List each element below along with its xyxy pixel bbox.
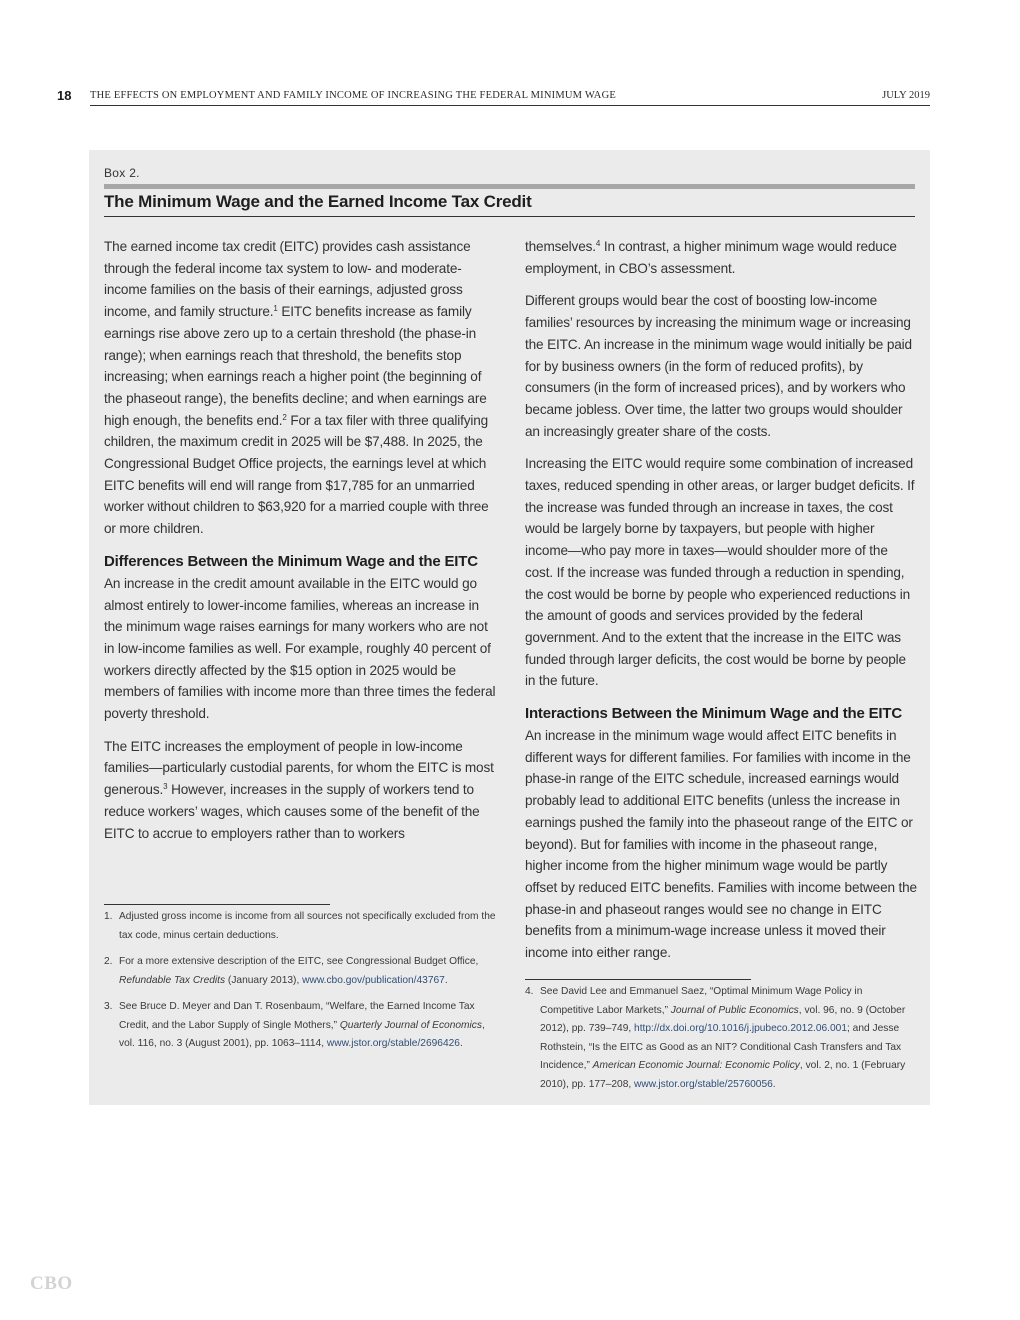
paragraph-cost-groups: Different groups would bear the cost of boosting low-income families’ resources by increasing the minimum wage or increasing the EITC. An increase in the minimum wage would initially be paid for by business owners (in the form of reduced profits), by consumers (in the form of increased prices), and by workers who became jobless. Over time, the latter two groups would shoulder an increasingly greater share of the costs. bbox=[525, 293, 912, 439]
footnote-text: Adjusted gross income is income from all sources not specifically excluded from the tax code, minus certain deductions. bbox=[119, 911, 496, 941]
section-heading-interactions: Interactions Between the Minimum Wage and the EITC bbox=[525, 705, 902, 723]
footnote-text bbox=[540, 983, 917, 1094]
text-run: See Bruce D. Meyer and Dan T. Rosenbaum, “Welfare, the Earned Income Tax Credit, and the Labor Supply of Single Mothers,” bbox=[119, 1001, 475, 1031]
text-run: ; and Jesse Rothstein, “Is the EITC as Good as an NIT? Conditional Cash Transfers and Tax Incidence,” bbox=[540, 1023, 902, 1071]
paragraph-differences: An increase in the credit amount available in the EITC would go almost entirely to lower-income families, whereas an increase in the minimum wage raises earnings for many workers who are not in low-income families as well. For example, roughly 40 percent of workers directly affected by the $15 option in 2025 would be members of families with income more than three times the federal poverty threshold. bbox=[104, 575, 496, 722]
footnote-ref-3[interactable]: 3 bbox=[163, 782, 168, 792]
text-run: However, increases in the supply of workers tend to reduce workers’ wages, which causes some of the benefit of the EITC to accrue to employers rather than to workers bbox=[104, 782, 480, 841]
text-run: See David Lee and Emmanuel Saez, “Optimal Minimum Wage Policy in Competitive Labor Markets,” bbox=[540, 986, 863, 1016]
footnotes-left bbox=[104, 908, 496, 1062]
paragraph-eitc-intro bbox=[104, 236, 496, 540]
citation-link[interactable]: www.cbo.gov/publication/43767 bbox=[302, 974, 445, 986]
text-run: , vol. 116, no. 3 (August 2001), pp. 1063–1114, bbox=[119, 1019, 485, 1049]
footnote-number: 1. bbox=[104, 911, 113, 922]
text-run: . bbox=[772, 1078, 776, 1090]
cbo-logo: CBO bbox=[30, 1273, 73, 1294]
box-title: The Minimum Wage and the Earned Income Tax Credit bbox=[104, 192, 532, 211]
citation-link[interactable]: www.jstor.org/stable/25760056 bbox=[634, 1078, 773, 1090]
publication-date: JULY 2019 bbox=[882, 90, 930, 101]
footnote-rule-right bbox=[525, 979, 751, 980]
citation-title: Quarterly Journal of Economics bbox=[339, 1019, 482, 1031]
text-run: (January 2013), bbox=[225, 974, 303, 986]
text-run: , vol. 2, no. 1 (February 2010), pp. 177–208, bbox=[540, 1060, 906, 1090]
footnote-text bbox=[119, 953, 496, 990]
footnote-ref-1[interactable]: 1 bbox=[273, 304, 278, 314]
text-run: . bbox=[444, 974, 448, 986]
footnote-ref-2[interactable]: 2 bbox=[282, 412, 287, 422]
paragraph-employment bbox=[104, 736, 496, 845]
citation-title: Refundable Tax Credits bbox=[119, 974, 226, 986]
running-title: THE EFFECTS ON EMPLOYMENT AND FAMILY INCOME OF INCREASING THE FEDERAL MINIMUM WAGE bbox=[90, 90, 616, 101]
left-column bbox=[104, 236, 496, 855]
footnote-4 bbox=[525, 983, 917, 1094]
text-run: In contrast, a higher minimum wage would reduce employment, in CBO’s assessment. bbox=[525, 239, 897, 276]
text-run: For a more extensive description of the EITC, see Congressional Budget Office, bbox=[119, 956, 479, 967]
text-run: EITC benefits increase as family earnings rise above zero up to a certain threshold (the phase-in range); when earnings reach that threshold, the benefits stop increasing; when earnings reach a higher point (the beginning of the phaseout range), the benefits decline; and when earnings are high enough, the benefits end. bbox=[104, 304, 487, 428]
text-run: . bbox=[459, 1038, 463, 1049]
citation-title: Journal of Public Economics bbox=[670, 1004, 799, 1016]
box-title-bar bbox=[104, 184, 915, 189]
footnote-number: 3. bbox=[104, 1001, 113, 1012]
footnotes-right bbox=[525, 983, 917, 1102]
paragraph-interactions: An increase in the minimum wage would affect EITC benefits in different ways for different families. For families with income in the phase-in range of the EITC schedule, increased earnings would probably lead to additional EITC benefits (unless the increase in earnings pushed the family into the phaseout range of the EITC or beyond). But for families with income in the phaseout range, higher income from the higher minimum wage would be partly offset by reduced EITC benefits. Families with income between the phase-in and phaseout ranges would see no change in EITC benefits from a minimum-wage increase unless it moved their income into either range. bbox=[525, 728, 917, 961]
text-run: , vol. 96, no. 9 (October 2012), pp. 739–749, bbox=[540, 1004, 906, 1034]
section-heading-differences: Differences Between the Minimum Wage and the EITC bbox=[104, 552, 478, 570]
text-run: The EITC increases the employment of people in low-income families—particularly custodial parents, for whom the EITC is most generous. bbox=[104, 738, 494, 798]
footnote-3 bbox=[104, 998, 496, 1054]
footnote-1 bbox=[104, 908, 496, 945]
paragraph-themselves bbox=[525, 236, 917, 279]
footnote-number: 2. bbox=[104, 956, 113, 967]
box-title-rule bbox=[104, 216, 915, 217]
footnote-2 bbox=[104, 953, 496, 990]
header-rule bbox=[90, 105, 930, 106]
text-run: The earned income tax credit (EITC) provides cash assistance through the federal income tax system to low- and moderate-income families on the basis of their earnings, adjusted gross income, and family structure. bbox=[104, 239, 471, 320]
right-column bbox=[525, 236, 917, 975]
page-number: 18 bbox=[57, 88, 72, 103]
paragraph-funding: Increasing the EITC would require some combination of increased taxes, reduced spending in other areas, or larger budget deficits. If the increase was funded through an increase in taxes, the cost would be largely borne by taxpayers, but people with higher income—who pay more in taxes—would shoulder more of the cost. If the increase was funded through a reduction in spending, the cost would be borne by people who experienced reductions in the amount of goods and services provided by the federal government. And to the extent that the increase in the EITC was funded through larger deficits, the cost would be borne by people in the future. bbox=[525, 456, 915, 689]
citation-title: American Economic Journal: Economic Policy bbox=[592, 1060, 800, 1071]
citation-link[interactable]: http://dx.doi.org/10.1016/j.jpubeco.2012.06.001 bbox=[634, 1023, 848, 1034]
box-label: Box 2. bbox=[104, 166, 140, 180]
footnote-text bbox=[119, 998, 496, 1054]
text-run: themselves. bbox=[525, 239, 596, 254]
footnote-number: 4. bbox=[525, 986, 534, 997]
sidebar-box bbox=[89, 150, 930, 1105]
footnote-ref-4[interactable]: 4 bbox=[595, 239, 601, 248]
footnote-rule-left bbox=[104, 904, 330, 905]
text-run: For a tax filer with three qualifying children, the maximum credit in 2025 will be $7,488. In 2025, the Congressional Budget Office projects, the earnings level at which EITC benefits will end will range from $17,785 for an unmarried worker without children to $63,920 for a married couple with three or more children. bbox=[104, 412, 489, 537]
citation-link[interactable]: www.jstor.org/stable/2696426 bbox=[326, 1038, 460, 1049]
